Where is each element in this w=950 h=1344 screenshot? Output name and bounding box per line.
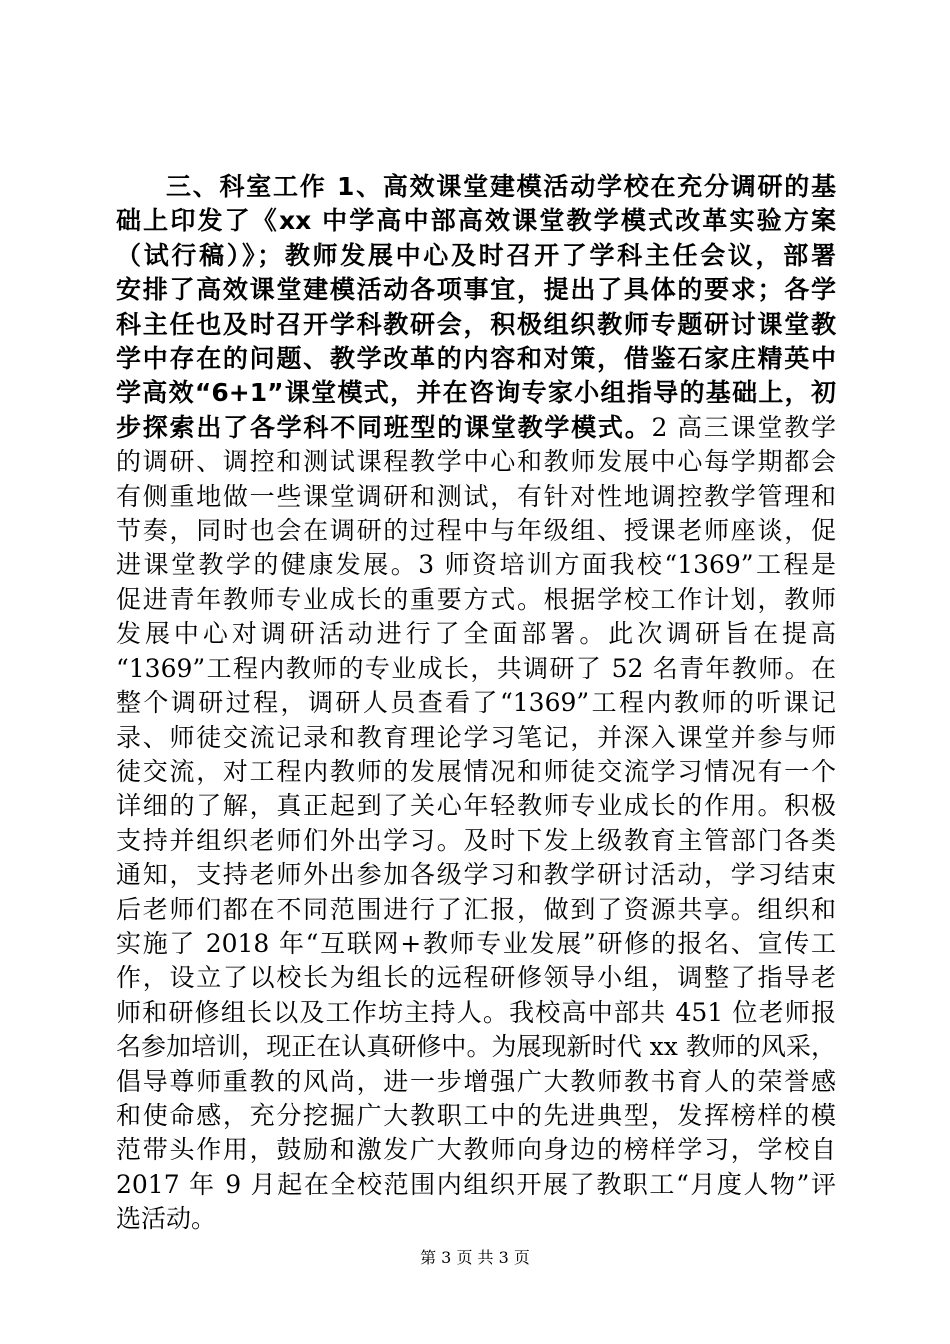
paragraph-line: 详细的了解，真正起到了关心年轻教师专业成长的作用。积极 [116, 791, 836, 821]
paragraph-line: 和使命感，充分挖掘广大教职工中的先进典型，发挥榜样的模 [116, 1100, 836, 1130]
paragraph-line: 学高效“6+1”课堂模式，并在咨询专家小组指导的基础上，初 [116, 378, 836, 408]
paragraph-line: 的调研、调控和测试课程教学中心和教师发展中心每学期都会 [116, 447, 836, 477]
bold-text-run: 步探索出了各学科不同班型的课堂教学模式。 [116, 412, 652, 442]
paragraph-line: 师和研修组长以及工作坊主持人。我校高中部共 451 位老师报 [116, 997, 836, 1027]
paragraph-line: 节奏，同时也会在调研的过程中与年级组、授课老师座谈，促 [116, 516, 836, 546]
paragraph-line: 后老师们都在不同范围进行了汇报，做到了资源共享。组织和 [116, 894, 836, 924]
paragraph-line: 范带头作用，鼓励和激发广大教师向身边的榜样学习，学校自 [116, 1135, 836, 1165]
paragraph-line: 倡导尊师重教的风尚，进一步增强广大教师教书育人的荣誉感 [116, 1066, 836, 1096]
text-run: 2 高三课堂教学 [651, 412, 836, 442]
paragraph-line: 名参加培训，现正在认真研修中。为展现新时代 xx 教师的风采， [116, 1032, 836, 1062]
paragraph-line: 安排了高效课堂建模活动各项事宜，提出了具体的要求；各学 [116, 275, 836, 305]
paragraph-line: 徒交流，对工程内教师的发展情况和师徒交流学习情况有一个 [116, 756, 836, 786]
paragraph-line: 促进青年教师专业成长的重要方式。根据学校工作计划，教师 [116, 584, 836, 614]
paragraph-line: 选活动。 [116, 1204, 217, 1234]
paragraph-line: 实施了 2018 年“互联网+教师专业发展”研修的报名、宣传工 [116, 928, 836, 958]
page-footer: 第 3 页 共 3 页 [420, 1248, 530, 1267]
paragraph-line: 三、科室工作 1、高效课堂建模活动学校在充分调研的基 [166, 172, 836, 201]
paragraph-line: 整个调研过程，调研人员查看了“1369”工程内教师的听课记 [116, 688, 836, 718]
paragraph-line: 进课堂教学的健康发展。3 师资培训方面我校“1369”工程是 [116, 550, 836, 580]
paragraph-line: 有侧重地做一些课堂调研和测试，有针对性地调控教学管理和 [116, 481, 836, 511]
paragraph-line: 础上印发了《xx 中学高中部高效课堂教学模式改革实验方案 [116, 206, 836, 236]
paragraph-line [116, 411, 836, 445]
paragraph-line: 通知，支持老师外出参加各级学习和教学研讨活动，学习结束 [116, 860, 836, 890]
paragraph-line: 发展中心对调研活动进行了全面部署。此次调研旨在提高 [116, 619, 836, 649]
paragraph-line: 学中存在的问题、教学改革的内容和对策，借鉴石家庄精英中 [116, 344, 836, 374]
paragraph-line: 2017 年 9 月起在全校范围内组织开展了教职工“月度人物”评 [116, 1169, 836, 1199]
paragraph-line: 科主任也及时召开学科教研会，积极组织教师专题研讨课堂教 [116, 309, 836, 339]
body-paragraph [116, 170, 836, 1237]
paragraph-line: 作，设立了以校长为组长的远程研修领导小组，调整了指导老 [116, 963, 836, 993]
paragraph-line: 支持并组织老师们外出学习。及时下发上级教育主管部门各类 [116, 825, 836, 855]
paragraph-line: 录、师徒交流记录和教育理论学习笔记，并深入课堂并参与师 [116, 722, 836, 752]
paragraph-line: （试行稿）》；教师发展中心及时召开了学科主任会议，部署 [116, 240, 836, 270]
paragraph-line: “1369”工程内教师的专业成长，共调研了 52 名青年教师。在 [116, 653, 836, 683]
